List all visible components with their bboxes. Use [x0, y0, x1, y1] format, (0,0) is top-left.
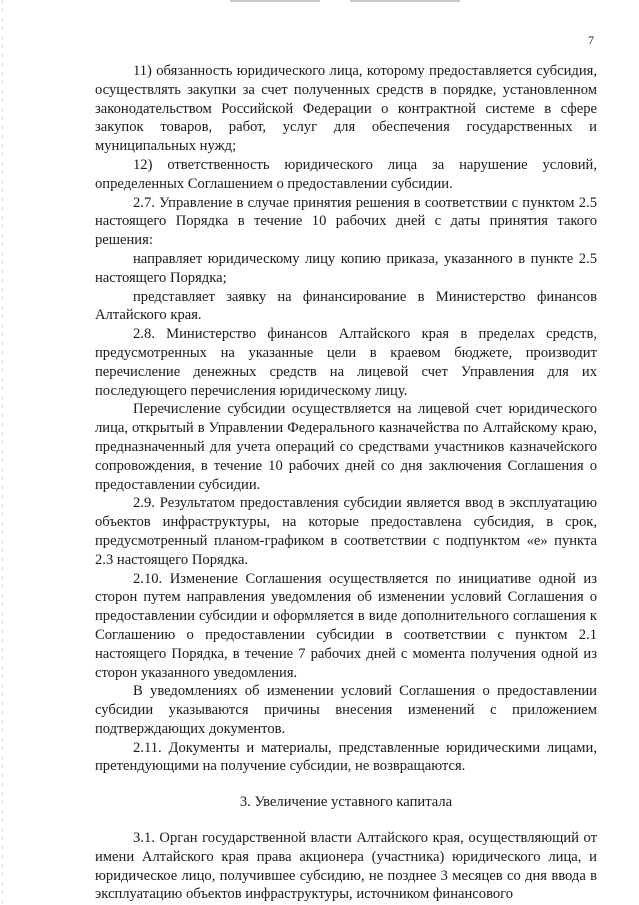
paragraph: Перечисление субсидии осуществляется на лицевой счет юридического лица, открытый в Управлении Федерального казначейства по Алтайскому краю, предназначенный для учета операций со средствами участников казначейского сопровождения, в течение 10 рабочих дней со дня заключения Соглашения о предоставлении субсидии.	[95, 401, 597, 493]
paragraph: 2.10. Изменение Соглашения осуществляется по инициативе одной из сторон путем направления уведомления об изменении условий Соглашения о предоставлении субсидии и оформляется в виде дополнительного соглашения к Соглашению о предоставлении субсидии в соответствии с пунктом 2.1 настоящего Порядка, в течение 7 рабочих дней с момента получения одной из сторон указанного уведомления.	[95, 570, 597, 681]
paragraph: представляет заявку на финансирование в Министерство финансов Алтайского края.	[95, 288, 597, 324]
scan-top-marks	[230, 0, 470, 3]
paragraph: 2.9. Результатом предоставления субсидии является ввод в эксплуатацию объектов инфраструктуры, на которые предоставлена субсидия, в срок, предусмотренный планом-графиком в соответствии с подпунктом «е» пункта 2.3 настоящего Порядка.	[95, 495, 597, 568]
section-heading: 3. Увеличение уставного капитала	[239, 794, 453, 811]
document-body	[95, 62, 597, 904]
paragraph: направляет юридическому лицу копию приказа, указанного в пункте 2.5 настоящего Порядка;	[95, 250, 597, 286]
paragraph: 11) обязанность юридического лица, которому предоставляется субсидия, осуществлять закупки за счет полученных средств в порядке, установленном законодательством Российской Федерации о контрактной системе в сфере закупок товаров, работ, услуг для обеспечения государственных и муниципальных нужд;	[95, 63, 597, 155]
paragraph: 2.11. Документы и материалы, представленные юридическими лицами, претендующими на получение субсидии, не возвращаются.	[95, 739, 597, 775]
page-number: 7	[588, 33, 594, 47]
paragraph: 3.1. Орган государственной власти Алтайского края, осуществляющий от имени Алтайского края права акционера (участника) юридического лица, и юридическое лицо, получившее субсидию, не позднее 3 месяцев со дня ввода в эксплуатацию объектов инфраструктуры, источником финансового	[95, 830, 597, 903]
paragraph: 12) ответственность юридического лица за нарушение условий, определенных Соглашением о предоставлении субсидии.	[95, 156, 597, 192]
scan-edge-artifact	[2, 0, 3, 905]
paragraph: 2.8. Министерство финансов Алтайского края в пределах средств, предусмотренных на указанные цели в краевом бюджете, производит перечисление денежных средств на лицевой счет Управления для их последующего перечисления юридическому лицу.	[95, 326, 597, 399]
paragraph: 2.7. Управление в случае принятия решения в соответствии с пунктом 2.5 настоящего Порядка в течение 10 рабочих дней с даты принятия такого решения:	[95, 194, 597, 249]
paragraph: В уведомлениях об изменении условий Соглашения о предоставлении субсидии указываются причины внесения изменений с приложением подтверждающих документов.	[95, 683, 597, 737]
